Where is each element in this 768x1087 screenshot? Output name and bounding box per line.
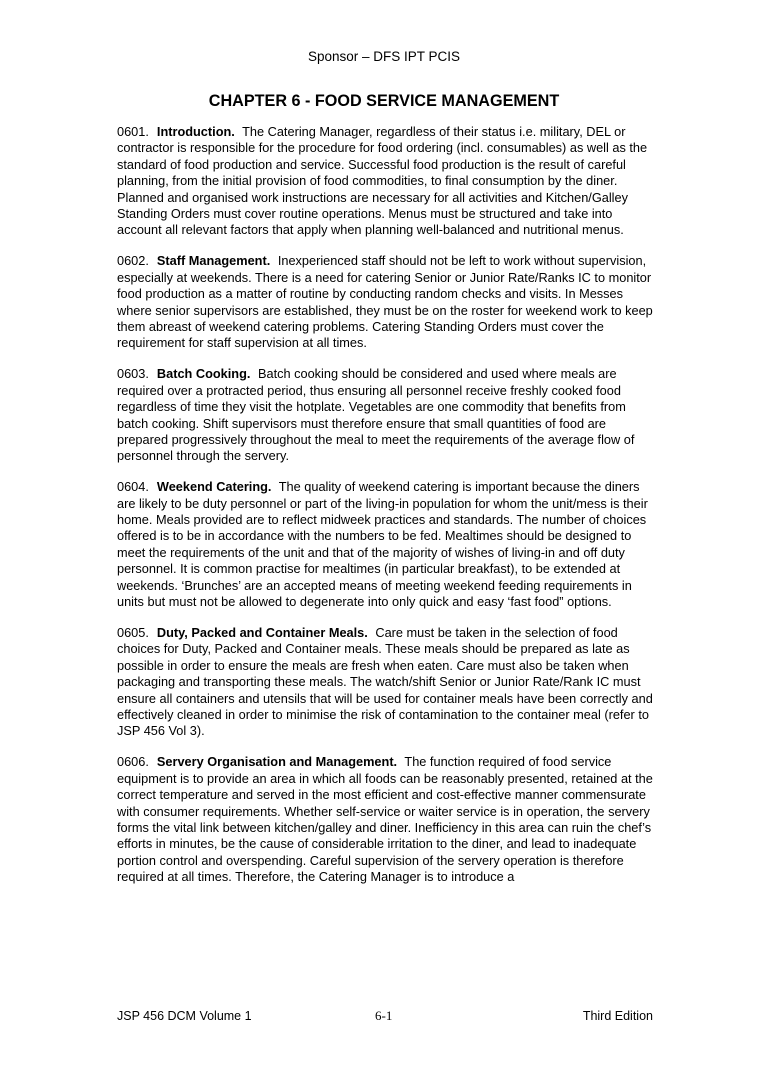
paragraph-0603 (117, 366, 657, 464)
paragraph-text: Batch cooking should be considered and used where meals are required over a protracted period, thus ensuring all personnel receive freshly cooked food regardless of time they visit the hotplate. Vegetables are one commodity that benefits from batch cooking. Shift supervisors must therefore ensure that small quantities of food are prepared progressively throughout the meal to meet the requirements of the average flow of personnel through the servery. (117, 366, 635, 464)
body-text (117, 124, 657, 900)
paragraph-number: 0606. (117, 754, 149, 770)
paragraph-0605 (117, 625, 657, 740)
paragraph-number: 0603. (117, 366, 149, 382)
paragraph-0606 (117, 754, 657, 885)
footer-page-number: 6-1 (375, 1008, 393, 1023)
footer-edition: Third Edition (582, 1009, 653, 1023)
paragraph-text: The quality of weekend catering is important because the diners are likely to be duty personnel or part of the living-in population for whom the unit/mess is their home. Meals provided are to reflect midweek practices and standards. The number of choices offered is to be in accordance with the numbers to be fed. Mealtimes should be designed to meet the requirements of the unit and that of the majority of wishes of living-in and off duty personnel. It is common practise for mealtimes (in particular breakfast), to be extended at weekends. ‘Brunches’ are an accepted means of meeting weekend feeding requirements in units but must not be allowed to degenerate into only quick and easy ‘fast food” options. (117, 479, 648, 610)
paragraph-0601 (117, 124, 657, 239)
paragraph-heading: Introduction. (156, 124, 235, 139)
paragraph-text: Care must be taken in the selection of food choices for Duty, Packed and Container meals. These meals should be prepared as late as possible in order to ensure the meals are fresh when eaten. Care must also be taken when packaging and transporting these meals. The watch/shift Senior or Junior Rate/Rank IC must ensure all containers and utensils that will be used for container meals have been correctly and effectively cleaned in order to minimise the risk of contamination to the container meal (refer to JSP 456 Vol 3). (117, 624, 653, 739)
paragraph-number: 0605. (117, 624, 149, 640)
paragraph-heading: Duty, Packed and Container Meals. (156, 624, 368, 640)
paragraph-heading: Weekend Catering. (156, 479, 272, 495)
paragraph-text: Inexperienced staff should not be left to work without supervision, especially at weekends. There is a need for catering Senior or Junior Rate/Ranks IC to monitor food production as a matter of routine by conducting random checks and visits. In Messes where senior supervisors are established, they must be on the roster for weekend work to keep them abreast of weekend catering problems. Catering Standing Orders must cover the requirement for staff supervision at all times. (117, 253, 653, 351)
footer-document-reference: JSP 456 DCM Volume 1 (117, 1009, 252, 1023)
paragraph-number: 0602. (117, 253, 149, 269)
sponsor-header: Sponsor – DFS IPT PCIS (307, 49, 461, 64)
paragraph-0602 (117, 253, 657, 351)
page-footer (117, 1008, 653, 1024)
paragraph-number: 0604. (117, 479, 149, 495)
paragraph-0604 (117, 479, 657, 610)
paragraph-heading: Servery Organisation and Management. (156, 754, 398, 770)
paragraph-heading: Staff Management. (156, 253, 271, 269)
chapter-title: CHAPTER 6 - FOOD SERVICE MANAGEMENT (208, 92, 560, 110)
paragraph-number: 0601. (117, 124, 149, 139)
paragraph-text: The Catering Manager, regardless of their status i.e. military, DEL or contractor is responsible for the procedure for food ordering (incl. consumables) as well as the standard of food production and service. Successful food production is the result of careful planning, from the initial provision of food commodities, to final consumption by the diner. Planned and organised work instructions are necessary for all activities and Kitchen/Galley Standing Orders must cover routine operations. Menus must be structured and take into account all relevant factors that apply when planning well-balanced and nutritional menus. (117, 124, 648, 238)
paragraph-text: The function required of food service equipment is to provide an area in which all foods can be reasonably presented, retained at the correct temperature and served in the most efficient and cost-effective manner commensurate with consumer requirements. Whether self-service or waiter service is in operation, the servery forms the vital link between kitchen/galley and diner. Inefficiency in this area can ruin the chef’s efforts in minutes, be the cause of considerable irritation to the diner, and lead to inadequate portion control and overspending. Careful supervision of the servery operation is therefore required at all times. Therefore, the Catering Manager is to introduce a (117, 754, 653, 885)
paragraph-heading: Batch Cooking. (156, 366, 251, 382)
